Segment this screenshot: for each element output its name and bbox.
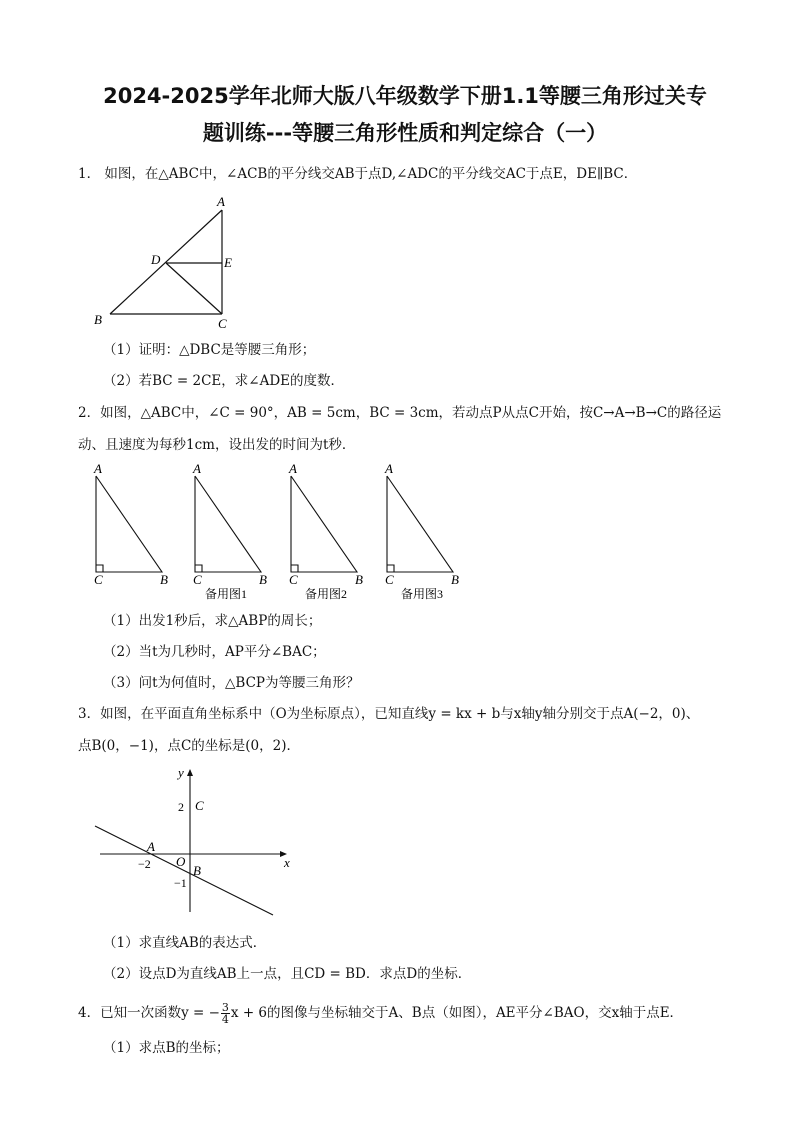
fraction-denominator: 4 <box>221 1013 229 1026</box>
q2-spare-figure-1 <box>189 462 279 604</box>
q2-triangle-main <box>90 462 180 587</box>
q1-label-A: A <box>217 194 225 209</box>
q1-label-D: D <box>151 252 161 267</box>
q2-caption-1: 备用图1 <box>205 587 248 601</box>
q1-label-E: E <box>224 255 232 270</box>
q2-fig2-label-A: A <box>289 461 297 476</box>
q2-caption-2: 备用图2 <box>305 587 348 601</box>
q2-fig1-label-C: C <box>193 572 202 587</box>
q2-stem-line-2: 动、且速度为每秒1cm，设出发的时间为t秒． <box>78 437 356 453</box>
title-line-1: 2024-2025学年北师大版八年级数学下册1.1等腰三角形过关专 <box>103 84 707 108</box>
segment-DC <box>166 263 222 314</box>
q1-stem: 1． 如图，在△ABC中，∠ACB的平分线交AB于点D,∠ADC的平分线交AC于点E，DE∥BC． <box>78 166 638 182</box>
q3-part-1: （1）求直线AB的表达式． <box>103 935 267 951</box>
q4-part-1: （1）求点B的坐标； <box>103 1040 230 1056</box>
q3-label-A: A <box>147 839 155 854</box>
title-line-2: 题训练---等腰三角形性质和判定综合（一） <box>202 121 608 145</box>
q3-coordinate-graph <box>90 762 300 922</box>
q3-label-B: B <box>193 863 201 878</box>
q3-label-C: C <box>195 798 204 813</box>
q1-triangle-figure <box>90 192 250 337</box>
line-AB <box>95 826 273 915</box>
q4-stem <box>78 1002 683 1025</box>
q2-fig3-label-B: B <box>451 572 459 587</box>
q1-part-1: （1）证明：△DBC是等腰三角形； <box>103 342 316 358</box>
q4-stem-pre: 4．已知一次函数y = − <box>78 1005 220 1021</box>
q2-spare-figure-3 <box>381 462 471 604</box>
q2-stem-line-1: 2．如图，△ABC中，∠C = 90°，AB = 5cm，BC = 3cm，若动点P从点C开始，按C→A→B→C的路径运 <box>78 405 722 421</box>
q3-tick-neg1: −1 <box>174 876 187 890</box>
q2-fig1-label-A: A <box>193 461 201 476</box>
q1-part-2: （2）若BC = 2CE，求∠ADE的度数． <box>103 373 344 389</box>
q2-fig0-label-A: A <box>94 461 102 476</box>
q3-label-O: O <box>176 854 186 869</box>
q1-label-B: B <box>94 312 102 327</box>
fraction-numerator: 3 <box>221 1001 229 1014</box>
q3-tick-neg2: −2 <box>138 857 151 871</box>
q2-fig0-label-B: B <box>160 572 168 587</box>
q2-caption-3: 备用图3 <box>401 587 444 601</box>
q3-x-axis-label: x <box>284 855 290 870</box>
q3-stem-line-2: 点B(0，−1)，点C的坐标是(0，2)． <box>78 738 300 754</box>
q2-fig0-label-C: C <box>94 572 103 587</box>
q2-spare-figure-2 <box>285 462 375 604</box>
q2-fig3-label-A: A <box>385 461 393 476</box>
q2-part-3: （3）问t为何值时，△BCP为等腰三角形？ <box>103 675 360 691</box>
q4-stem-post: x + 6的图像与坐标轴交于A、B点（如图），AE平分∠BAO，交x轴于点E． <box>230 1005 684 1021</box>
q3-y-axis-label: y <box>178 765 184 780</box>
q2-fig2-label-C: C <box>289 572 298 587</box>
q3-tick-2: 2 <box>178 800 184 814</box>
q3-part-2: （2）设点D为直线AB上一点，且CD = BD．求点D的坐标． <box>103 966 472 982</box>
q2-fig1-label-B: B <box>259 572 267 587</box>
y-axis-arrow <box>187 769 193 776</box>
q2-part-2: （2）当t为几秒时，AP平分∠BAC； <box>103 644 326 660</box>
q2-fig3-label-C: C <box>385 572 394 587</box>
q1-label-C: C <box>218 316 227 331</box>
fraction-3-4 <box>221 1002 230 1025</box>
q2-part-1: （1）出发1秒后，求△ABP的周长； <box>103 613 322 629</box>
q2-fig2-label-B: B <box>355 572 363 587</box>
q3-stem-line-1: 3．如图，在平面直角坐标系中（O为坐标原点），已知直线y = kx + b与x轴y轴分别交于点A(−2，0)、 <box>78 706 700 722</box>
